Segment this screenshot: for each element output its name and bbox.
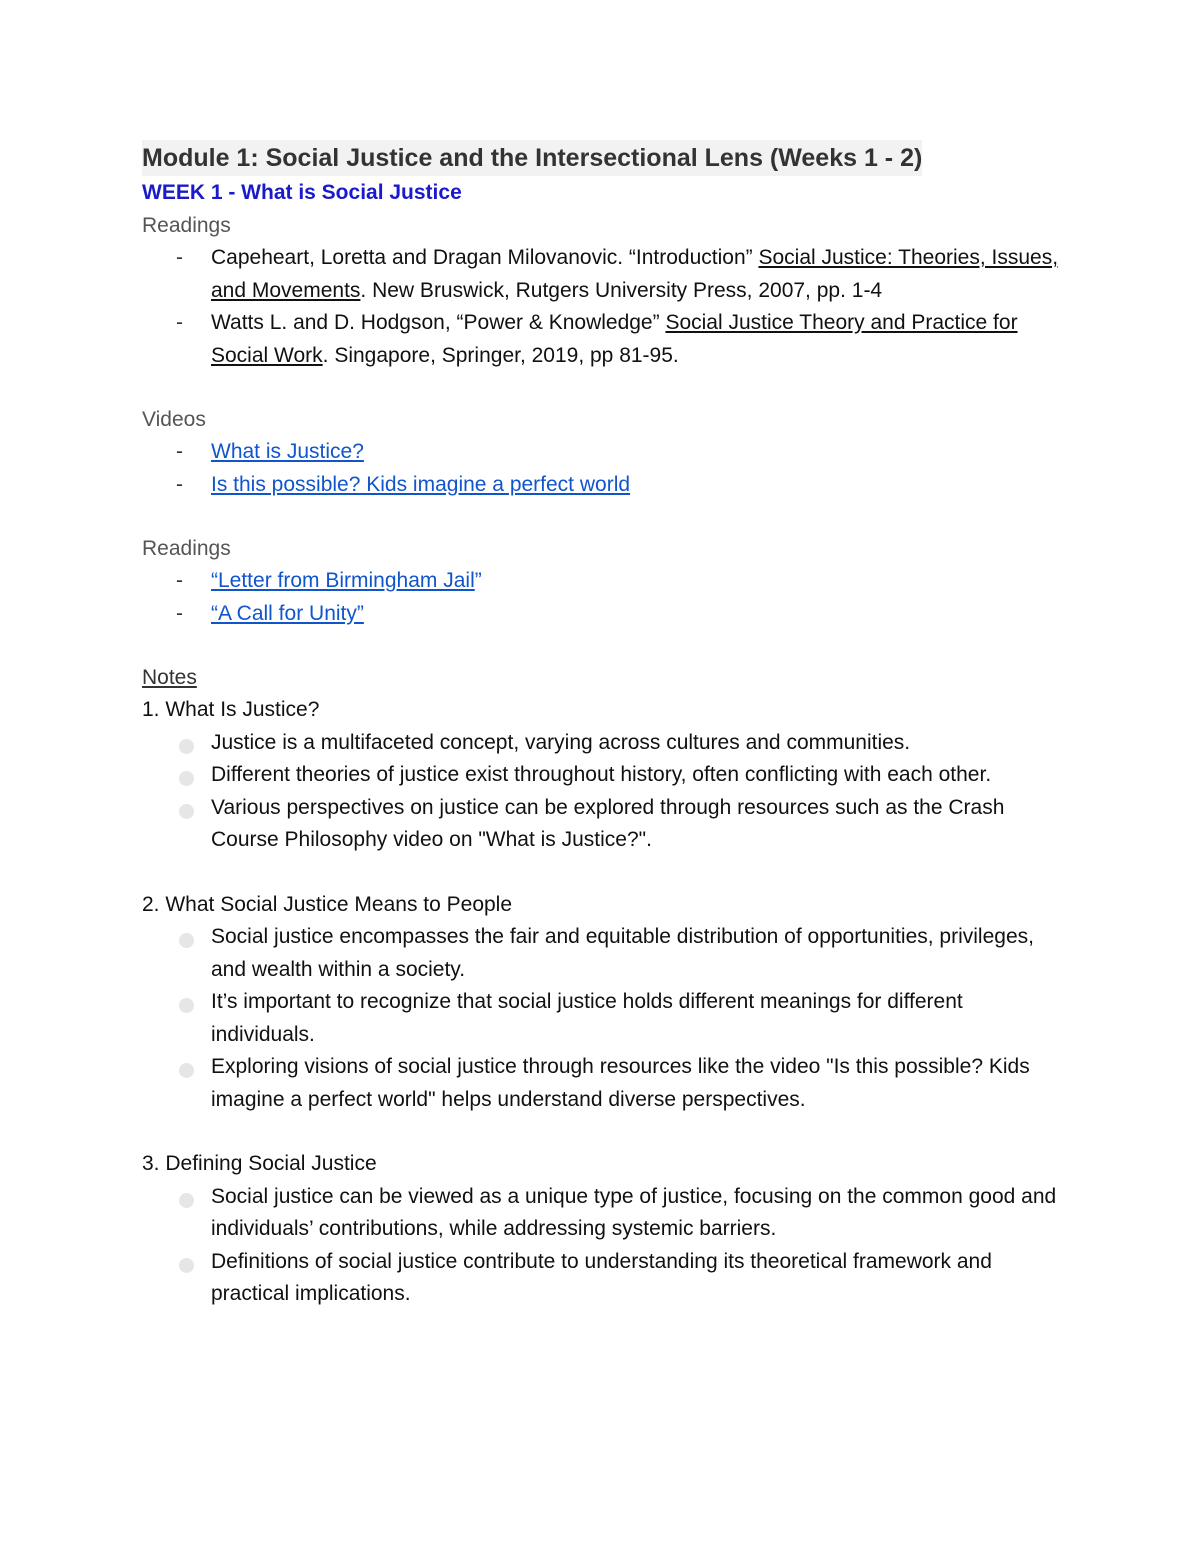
note-bullet (142, 1246, 1072, 1311)
note-text: Various perspectives on justice can be explored through resources such as the Crash Course Philosophy video on "What is Justice?". (211, 795, 1005, 851)
bullet-dot-icon (179, 933, 194, 948)
dash-marker: - (176, 569, 183, 592)
module-title: Module 1: Social Justice and the Intersectional Lens (Weeks 1 - 2) (142, 140, 922, 176)
dash-marker: - (176, 472, 183, 496)
bullet-dot-icon (179, 998, 194, 1013)
note-text: It’s important to recognize that social justice holds different meanings for different individuals. (211, 990, 963, 1046)
note-text: Social justice can be viewed as a unique type of justice, focusing on the common good and individuals’ contributions, while addressing systemic barriers. (211, 1184, 1057, 1240)
note-bullet (142, 759, 1072, 792)
dash-marker: - (176, 601, 183, 625)
bullet-dot-icon (179, 1258, 194, 1273)
book-title: Social Justice Theory and Practice for Social Work (211, 311, 1018, 367)
note-text: Exploring visions of social justice through resources like the video "Is this possible? Kids imagine a perfect world" helps understand diverse perspectives. (211, 1055, 1030, 1111)
note-bullet (142, 727, 1072, 760)
reading-citation: Capeheart, Loretta and Dragan Milovanovic. “Introduction” (211, 246, 759, 269)
reading-item (142, 242, 1072, 307)
video-link-kids-imagine[interactable]: Is this possible? Kids imagine a perfect world (211, 472, 631, 496)
reading-citation: Watts L. and D. Hodgson, “Power & Knowledge” (211, 311, 666, 334)
note-bullet (142, 792, 1072, 857)
videos-label: Videos (142, 408, 206, 431)
dash-marker: - (176, 440, 183, 463)
reading-item (142, 598, 1072, 631)
document-content (142, 140, 1072, 1311)
note-bullet (142, 921, 1072, 986)
reading-link-birmingham-jail[interactable]: “Letter from Birmingham Jail (211, 569, 475, 592)
note-text: Justice is a multifaceted concept, varying across cultures and communities. (211, 730, 911, 754)
reading-publisher: . New Bruswick, Rutgers University Press, 2007, pp. 1-4 (360, 278, 883, 302)
bullet-dot-icon (179, 771, 194, 786)
notes-section-heading: 3. Defining Social Justice (142, 1152, 377, 1175)
note-text: Different theories of justice exist throughout history, often conflicting with each other. (211, 763, 992, 786)
note-bullet (142, 986, 1072, 1051)
video-link-what-is-justice[interactable]: What is Justice? (211, 440, 364, 463)
notes-section-heading: 2. What Social Justice Means to People (142, 892, 513, 916)
book-title: Social Justice: Theories, Issues, and Movements (211, 246, 1059, 302)
notes-label: Notes (142, 666, 197, 689)
notes-section-heading: 1. What Is Justice? (142, 698, 320, 721)
bullet-dot-icon (179, 739, 194, 754)
closing-quote: ” (474, 569, 482, 592)
bullet-dot-icon (179, 804, 194, 819)
readings-label: Readings (142, 214, 231, 237)
bullet-dot-icon (179, 1193, 194, 1208)
note-text: Social justice encompasses the fair and equitable distribution of opportunities, privileges, and wealth within a society. (211, 925, 1034, 981)
week-title: WEEK 1 - What is Social Justice (142, 181, 462, 204)
note-bullet (142, 1051, 1072, 1116)
video-item (142, 469, 1072, 502)
video-item (142, 436, 1072, 469)
reading-item (142, 565, 1072, 598)
dash-marker: - (176, 311, 183, 334)
reading-item (142, 307, 1072, 372)
reading-publisher: . Singapore, Springer, 2019, pp 81-95. (322, 343, 679, 367)
bullet-dot-icon (179, 1063, 194, 1078)
note-bullet (142, 1181, 1072, 1246)
note-text: Definitions of social justice contribute to understanding its theoretical framework and practical implications. (211, 1249, 992, 1305)
readings-label: Readings (142, 537, 231, 560)
reading-link-call-for-unity[interactable]: “A Call for Unity” (211, 601, 364, 625)
dash-marker: - (176, 246, 183, 269)
